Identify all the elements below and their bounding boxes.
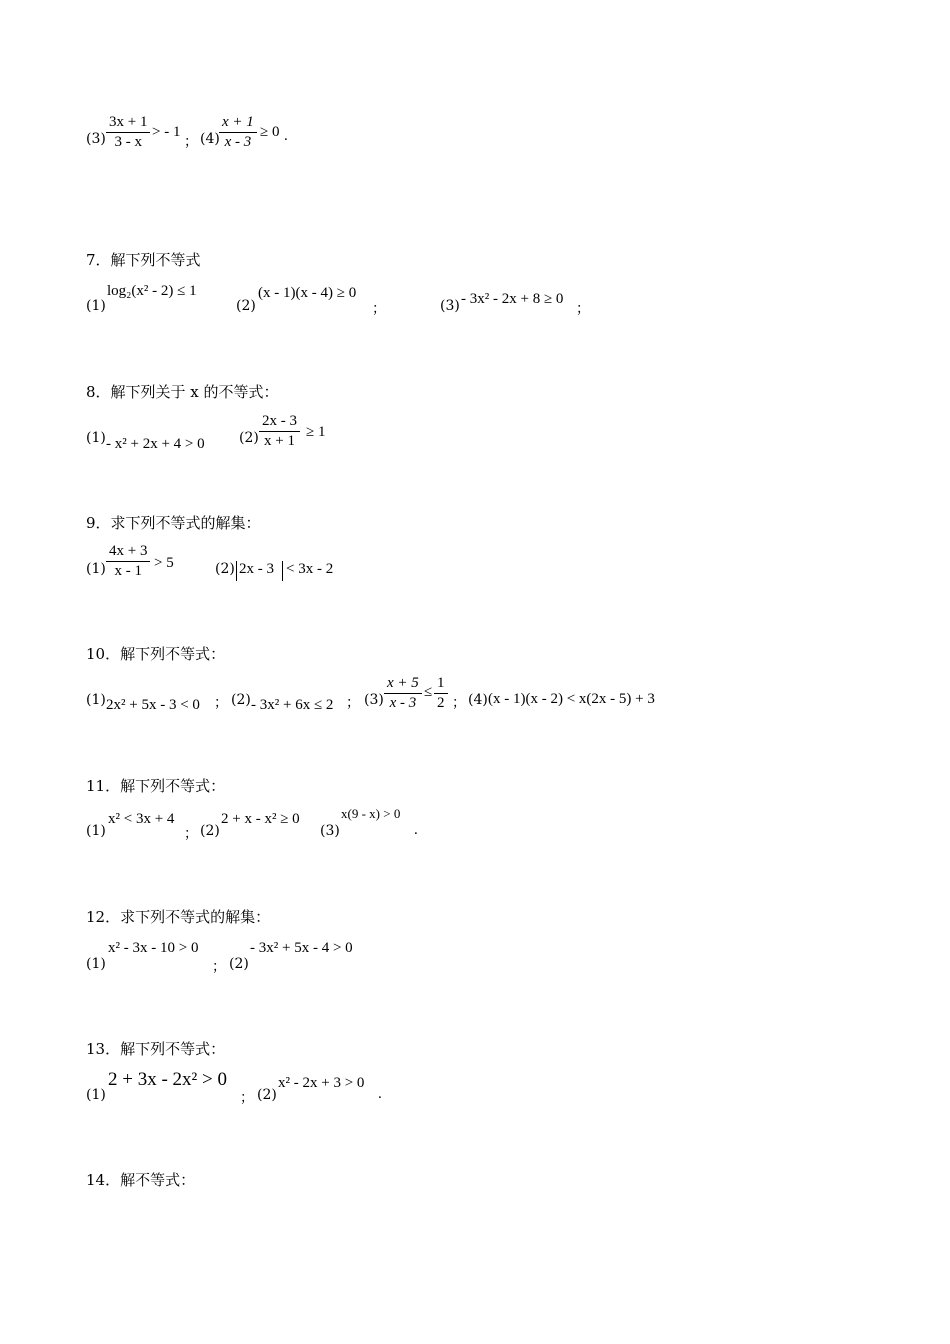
q8-part1-label: (1) xyxy=(86,430,106,446)
abs-bar-left xyxy=(236,561,237,581)
q9-heading: 9．求下列不等式的解集： xyxy=(86,514,261,532)
q6-part4-fraction xyxy=(219,114,257,152)
q8-part2-rhs: ≥ 1 xyxy=(306,424,326,440)
q9-part1-label: (1) xyxy=(86,561,106,577)
fraction-numerator: 2x - 3 xyxy=(259,413,300,432)
q10-part2-label: (2) xyxy=(231,692,251,708)
q10-heading: 10．解下列不等式： xyxy=(86,645,226,663)
q12-part1-expr: x² - 3x - 10 > 0 xyxy=(108,940,199,956)
q13-part2-label: (2) xyxy=(257,1087,277,1103)
q9-part1-rhs: > 5 xyxy=(154,555,174,571)
q12-heading: 12．求下列不等式的解集： xyxy=(86,908,271,926)
q6-part4-rhs: ≥ 0 xyxy=(260,124,280,140)
q10-separator-1: ； xyxy=(214,695,228,711)
fraction-numerator: x + 1 xyxy=(219,114,257,133)
q7-heading: 7．解下列不等式 xyxy=(86,251,201,269)
q13-heading: 13．解下列不等式： xyxy=(86,1040,226,1058)
q7-part2-expr: (x - 1)(x - 4) ≥ 0 xyxy=(258,285,357,301)
q11-part3-label: (3) xyxy=(320,823,340,839)
q10-part3-rhs-fraction xyxy=(434,675,448,713)
abs-bar-right xyxy=(282,561,283,581)
q10-separator-3: ； xyxy=(452,695,466,711)
q10-part3-fraction xyxy=(384,675,422,713)
q7-part1-label: (1) xyxy=(86,298,106,314)
q12-part2-label: (2) xyxy=(229,956,249,972)
q9-part2-label: (2) xyxy=(215,561,235,577)
fraction-denominator: x + 1 xyxy=(264,433,295,450)
q7-part1-expr: log₂(x² - 2) ≤ 1 xyxy=(107,283,197,299)
fraction-denominator: x - 1 xyxy=(114,563,142,580)
q12-part2-expr: - 3x² + 5x - 4 > 0 xyxy=(250,940,353,956)
fraction-denominator: x - 3 xyxy=(224,134,252,151)
q13-part1-expr: 2 + 3x - 2x² > 0 xyxy=(108,1069,227,1090)
q7-separator-3: ； xyxy=(576,301,590,317)
q13-part2-expr: x² - 2x + 3 > 0 xyxy=(278,1075,365,1091)
fraction-numerator: 4x + 3 xyxy=(106,543,150,562)
q6-end-period: . xyxy=(284,128,288,144)
q12-separator-1: ； xyxy=(212,959,226,975)
q6-separator: ； xyxy=(184,134,198,150)
q8-heading: 8．解下列关于 x 的不等式： xyxy=(86,383,279,401)
q11-separator-1: ； xyxy=(184,826,198,842)
q9-part2-abs-expr: 2x - 3 xyxy=(239,561,274,577)
q14-heading: 14．解不等式： xyxy=(86,1171,196,1189)
q7-part3-expr: - 3x² - 2x + 8 ≥ 0 xyxy=(461,291,564,307)
q13-end-period: . xyxy=(378,1086,382,1102)
fraction-denominator: x - 3 xyxy=(389,695,417,712)
q10-part4-label: (4) xyxy=(468,692,488,708)
q10-part3-relation: ≤ xyxy=(424,684,433,700)
q10-part1-label: (1) xyxy=(86,692,106,708)
q11-heading: 11．解下列不等式： xyxy=(86,777,226,795)
fraction-numerator: 3x + 1 xyxy=(106,114,150,133)
q7-separator-2: ； xyxy=(372,301,386,317)
q8-part2-fraction xyxy=(259,413,300,451)
q10-part2-expr: - 3x² + 6x ≤ 2 xyxy=(251,697,334,713)
q6-part3-rhs: > - 1 xyxy=(152,124,181,140)
q10-separator-2: ； xyxy=(346,695,360,711)
q11-part1-label: (1) xyxy=(86,823,106,839)
fraction-numerator: x + 5 xyxy=(384,675,422,694)
fraction-denominator: 2 xyxy=(437,695,445,712)
q13-part1-label: (1) xyxy=(86,1087,106,1103)
q7-part2-label: (2) xyxy=(236,298,256,314)
q6-part3-fraction xyxy=(106,114,150,152)
fraction-numerator: 1 xyxy=(434,675,448,694)
q7-part3-label: (3) xyxy=(440,298,460,314)
q11-end-period: . xyxy=(414,822,418,838)
q10-part1-expr: 2x² + 5x - 3 < 0 xyxy=(106,697,200,713)
q8-part1-expr: - x² + 2x + 4 > 0 xyxy=(106,436,205,452)
q6-part4-label: (4) xyxy=(200,131,220,147)
q11-part3-expr: x(9 - x) > 0 xyxy=(341,806,401,821)
q11-part1-expr: x² < 3x + 4 xyxy=(108,811,175,827)
fraction-denominator: 3 - x xyxy=(114,134,142,151)
q8-part2-label: (2) xyxy=(239,430,259,446)
q10-part4-expr: (x - 1)(x - 2) < x(2x - 5) + 3 xyxy=(488,691,655,707)
q12-part1-label: (1) xyxy=(86,956,106,972)
q13-separator-1: ； xyxy=(240,1090,254,1106)
q11-part2-label: (2) xyxy=(200,823,220,839)
q6-part3-label: (3) xyxy=(86,131,106,147)
q11-part2-expr: 2 + x - x² ≥ 0 xyxy=(221,811,300,827)
q9-part2-rhs: < 3x - 2 xyxy=(286,561,334,577)
q10-part3-label: (3) xyxy=(364,692,384,708)
q9-part1-fraction xyxy=(106,543,150,581)
